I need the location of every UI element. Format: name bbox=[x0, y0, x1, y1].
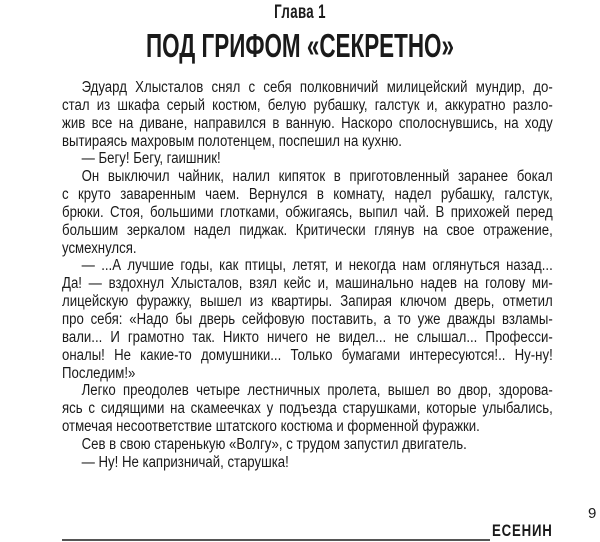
text-line: Легко преодолев четыре лестничных пролета, вышел во двор, здорова- bbox=[81, 382, 553, 400]
running-footer-author: ЕСЕНИН bbox=[492, 521, 553, 540]
footer-rule bbox=[62, 539, 490, 541]
text-line: брюки. Стоя, большими глотками, обжигаясь, выпил чай. В прихожей перед bbox=[62, 203, 553, 221]
text-line: Он выключил чайник, налил кипяток в приготовленный заранее бокал bbox=[81, 168, 553, 186]
body-text bbox=[62, 79, 553, 472]
text-line: Сев в свою старенькую «Волгу», с трудом запустил двигатель. bbox=[81, 435, 467, 453]
text-line: усмехнулся. bbox=[62, 239, 137, 257]
text-line: вытираясь махровым полотенцем, поспешил на кухню. bbox=[62, 132, 402, 150]
page-number: 9 bbox=[588, 505, 597, 522]
text-line: Эдуард Хлысталов снял с себя полковничий милицейский мундир, до- bbox=[81, 79, 553, 96]
text-line: отмечая несоответствие штатского костюма и форменной фуражки. bbox=[62, 418, 480, 436]
text-line: про себя: «Надо бы дверь сейфовую поставить, а то уже дважды взламы- bbox=[62, 310, 553, 328]
chapter-title: ПОД ГРИФОМ «СЕКРЕТНО» bbox=[146, 27, 454, 64]
text-line: ясь с сидящими на скамеечках у подъезда старушками, которые улыбались, bbox=[62, 400, 553, 418]
text-line: большим зеркалом надел пиджак. Критически глянув на свое отражение, bbox=[62, 221, 553, 239]
text-line: — Ну! Не капризничай, старушка! bbox=[81, 453, 289, 471]
text-line: стал из шкафа серый костюм, белую рубашку, галстук и, аккуратно разло- bbox=[62, 96, 553, 114]
text-line: Да! — вздохнул Хлысталов, взял кейс и, машинально надев на голову ми- bbox=[62, 275, 553, 293]
chapter-label: Глава 1 bbox=[274, 2, 326, 23]
text-line: — Бегу! Бегу, гаишник! bbox=[81, 150, 221, 168]
text-line: Последим!» bbox=[62, 364, 136, 382]
text-line: жив все на диване, направился в ванную. Наскоро сполоснувшись, на ходу bbox=[62, 114, 553, 132]
text-line: — ...А лучшие годы, как птицы, летят, и некогда нам оглянуться назад... bbox=[81, 257, 553, 275]
text-line: с круто заваренным чаем. Вернулся в комнату, надел рубашку, галстук, bbox=[62, 186, 553, 204]
text-line: оналы! Не какие-то домушники... Только бумагами интересуются!.. Ну-ну! bbox=[62, 346, 553, 364]
text-line: лицейскую фуражку, вышел из квартиры. Запирая ключом дверь, отметил bbox=[62, 293, 553, 311]
text-line: вали... И грамотно так. Никто ничего не видел... не слышал... Професси- bbox=[62, 328, 553, 346]
